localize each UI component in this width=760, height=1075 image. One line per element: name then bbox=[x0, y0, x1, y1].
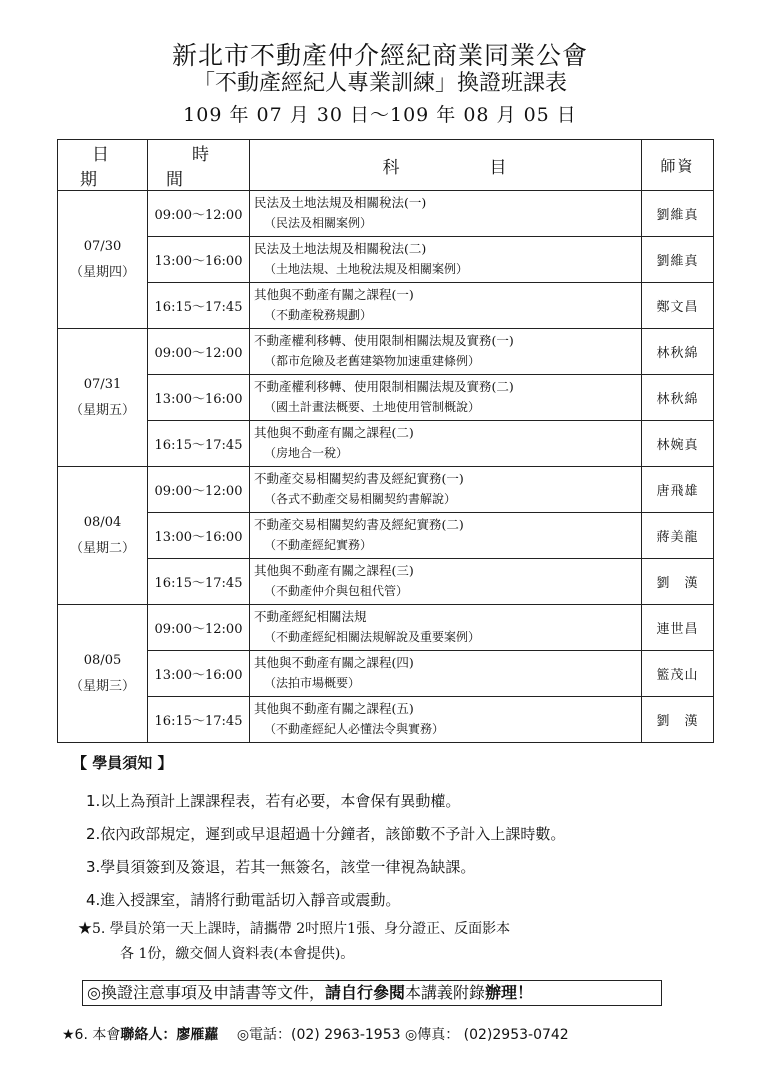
session-subject-cell bbox=[250, 467, 642, 513]
session-subject-cell bbox=[250, 605, 642, 651]
day-weekday: （星期五） bbox=[69, 402, 135, 418]
table-row bbox=[58, 697, 714, 743]
session-detail: （民法及相關案例） bbox=[264, 216, 373, 230]
session-time: 16:15～17:45 bbox=[148, 697, 250, 743]
session-time: 09:00～12:00 bbox=[148, 467, 250, 513]
session-subject-cell bbox=[250, 237, 642, 283]
session-time: 16:15～17:45 bbox=[148, 559, 250, 605]
note-5-line1: ★5. 學員於第一天上課時，請攜帶 2吋照片1張、身分證正、反面影本 bbox=[78, 921, 511, 937]
header-subject: 科目 bbox=[250, 140, 642, 191]
session-teacher: 連世昌 bbox=[642, 605, 714, 651]
org-title: 新北市不動產仲介經紀商業同業公會 bbox=[171, 41, 588, 70]
header-time: 時間 bbox=[148, 140, 250, 191]
contact-phone: ◎電話：(02) 2963-1953 bbox=[236, 1027, 401, 1043]
table-row bbox=[58, 559, 714, 605]
session-detail: （不動產經紀實務） bbox=[264, 538, 373, 552]
session-detail: （各式不動產交易相關契約書解說） bbox=[264, 492, 457, 506]
session-subject-cell bbox=[250, 559, 642, 605]
date-range: 109 年 07 月 30 日～109 年 08 月 05 日 bbox=[183, 104, 577, 126]
boxed-bold-2: 辦理！ bbox=[485, 983, 534, 1002]
session-detail: （不動產經紀人必懂法令與實務） bbox=[264, 722, 445, 736]
session-time: 13:00～16:00 bbox=[148, 651, 250, 697]
table-row bbox=[58, 421, 714, 467]
session-subject: 民法及土地法規及相關稅法(二) bbox=[254, 241, 427, 256]
contact-prefix: ★6. 本會 bbox=[62, 1027, 121, 1043]
session-teacher: 劉維真 bbox=[642, 191, 714, 237]
schedule-table bbox=[57, 139, 714, 743]
session-subject: 其他與不動產有關之課程(五) bbox=[254, 701, 414, 716]
session-teacher: 唐飛雄 bbox=[642, 467, 714, 513]
day-cell bbox=[58, 329, 148, 467]
session-teacher: 蔣美龍 bbox=[642, 513, 714, 559]
day-date: 07/30 bbox=[83, 238, 122, 254]
course-title: 「不動產經紀人專業訓練」換證班課表 bbox=[192, 71, 567, 96]
session-teacher: 林秋綿 bbox=[642, 375, 714, 421]
day-cell bbox=[58, 467, 148, 605]
session-detail: （法拍市場概要） bbox=[264, 676, 361, 690]
session-subject: 其他與不動產有關之課程(一) bbox=[254, 287, 414, 302]
session-time: 13:00～16:00 bbox=[148, 513, 250, 559]
day-date: 08/05 bbox=[83, 652, 122, 668]
session-time: 16:15～17:45 bbox=[148, 421, 250, 467]
header-teacher: 師資 bbox=[642, 140, 714, 191]
session-detail: （都市危險及老舊建築物加速重建條例） bbox=[264, 354, 481, 368]
table-row bbox=[58, 375, 714, 421]
session-detail: （土地法規、土地稅法規及相關案例） bbox=[264, 262, 469, 276]
table-row bbox=[58, 283, 714, 329]
session-subject: 其他與不動產有關之課程(三) bbox=[254, 563, 414, 578]
day-date: 07/31 bbox=[83, 376, 122, 392]
contact-fax: ◎傳真： (02)2953-0742 bbox=[404, 1027, 569, 1043]
note-2: 2.依內政部規定，遲到或早退超過十分鐘者，該節數不予計入上課時數。 bbox=[86, 825, 566, 843]
session-detail: （不動產經紀相關法規解說及重要案例） bbox=[264, 630, 481, 644]
notes-title: 【 學員須知 】 bbox=[72, 754, 173, 772]
note-4: 4.進入授課室，請將行動電話切入靜音或震動。 bbox=[86, 891, 401, 909]
session-subject-cell bbox=[250, 191, 642, 237]
session-subject: 不動產經紀相關法規 bbox=[254, 609, 367, 624]
session-subject-cell bbox=[250, 421, 642, 467]
boxed-prefix: ◎換證注意事項及申請書等文件， bbox=[87, 983, 325, 1002]
session-time: 09:00～12:00 bbox=[148, 329, 250, 375]
session-teacher: 林婉真 bbox=[642, 421, 714, 467]
session-detail: （不動產仲介與包租代管） bbox=[264, 584, 409, 598]
boxed-bold-1: 請自行參閱 bbox=[324, 983, 405, 1002]
table-row bbox=[58, 467, 714, 513]
table-row bbox=[58, 605, 714, 651]
note-3: 3.學員須簽到及簽退，若其一無簽名，該堂一律視為缺課。 bbox=[86, 858, 476, 876]
session-subject-cell bbox=[250, 651, 642, 697]
session-subject: 民法及土地法規及相關稅法(一) bbox=[254, 195, 427, 210]
day-date: 08/04 bbox=[83, 514, 122, 530]
session-subject-cell bbox=[250, 329, 642, 375]
day-weekday: （星期三） bbox=[69, 678, 135, 694]
session-teacher: 籃茂山 bbox=[642, 651, 714, 697]
session-teacher: 鄭文昌 bbox=[642, 283, 714, 329]
session-subject: 不動產權利移轉、使用限制相關法規及實務(二) bbox=[254, 379, 514, 394]
session-time: 13:00～16:00 bbox=[148, 375, 250, 421]
session-teacher: 林秋綿 bbox=[642, 329, 714, 375]
table-row bbox=[58, 191, 714, 237]
session-subject: 不動產權利移轉、使用限制相關法規及實務(一) bbox=[254, 333, 514, 348]
table-row bbox=[58, 237, 714, 283]
session-subject: 不動產交易相關契約書及經紀實務(一) bbox=[254, 471, 464, 486]
session-subject-cell bbox=[250, 283, 642, 329]
table-row bbox=[58, 513, 714, 559]
boxed-notice bbox=[82, 980, 662, 1006]
session-subject: 不動產交易相關契約書及經紀實務(二) bbox=[254, 517, 464, 532]
header-date: 日期 bbox=[58, 140, 148, 191]
table-header-row bbox=[58, 140, 714, 191]
session-detail: （房地合一稅） bbox=[264, 446, 349, 460]
note-5-line2: 各 1份，繳交個人資料表(本會提供)。 bbox=[120, 946, 355, 962]
session-time: 16:15～17:45 bbox=[148, 283, 250, 329]
session-subject-cell bbox=[250, 375, 642, 421]
day-weekday: （星期二） bbox=[69, 540, 135, 556]
session-teacher: 劉 漢 bbox=[642, 697, 714, 743]
session-subject-cell bbox=[250, 697, 642, 743]
contact-person: 聯絡人：廖雁蘿 bbox=[120, 1027, 219, 1043]
session-teacher: 劉維真 bbox=[642, 237, 714, 283]
session-time: 09:00～12:00 bbox=[148, 605, 250, 651]
session-subject: 其他與不動產有關之課程(二) bbox=[254, 425, 414, 440]
session-subject-cell bbox=[250, 513, 642, 559]
table-row bbox=[58, 329, 714, 375]
session-teacher: 劉 漢 bbox=[642, 559, 714, 605]
session-detail: （國土計畫法概要、土地使用管制概說） bbox=[264, 400, 481, 414]
contact-line bbox=[62, 1024, 569, 1044]
note-1: 1.以上為預計上課課程表，若有必要，本會保有異動權。 bbox=[86, 792, 461, 810]
day-cell bbox=[58, 605, 148, 743]
table-row bbox=[58, 651, 714, 697]
session-detail: （不動產稅務規劃） bbox=[264, 308, 373, 322]
day-weekday: （星期四） bbox=[69, 264, 135, 280]
boxed-middle: 本講義附錄 bbox=[404, 983, 485, 1002]
day-cell bbox=[58, 191, 148, 329]
session-time: 13:00～16:00 bbox=[148, 237, 250, 283]
session-subject: 其他與不動產有關之課程(四) bbox=[254, 655, 414, 670]
session-time: 09:00～12:00 bbox=[148, 191, 250, 237]
